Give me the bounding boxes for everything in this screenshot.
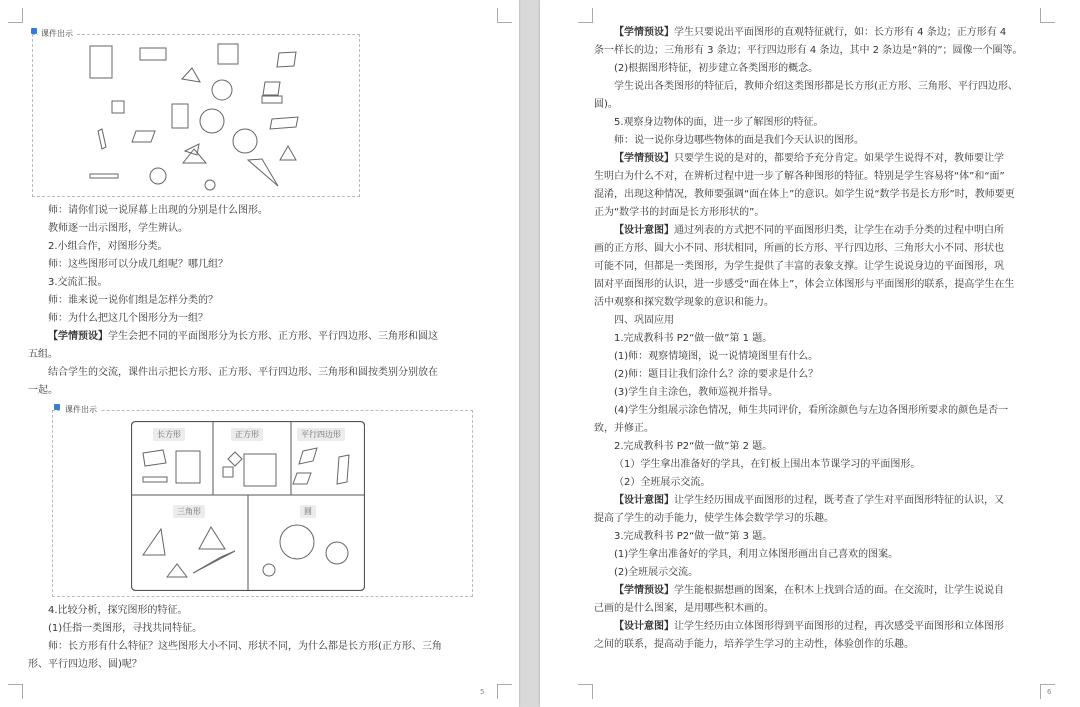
text-line: (2)根据图形特征，初步建立各类图形的概念。 (614, 63, 819, 74)
scattered-shapes-figure (32, 34, 358, 195)
text-line: 正为“数学书的封面是长方形形状的”。 (594, 207, 765, 218)
text-line: 师：为什么把这几个图形分为一组？ (48, 313, 208, 324)
square-shape (218, 44, 238, 64)
text-line: (1)任指一类图形，寻找共同特征。 (48, 623, 203, 634)
text-line: 可能不同，但都是一类图形，为学生提供了丰富的表象支撑。让学生说说身边的平面图形，巩 (594, 261, 1004, 272)
text-line: 生明白为什么不对，在辨析过程中进一步了解各种图形的特征。特别是学生容易将“体”和“面” (594, 171, 1005, 182)
crop-mark (8, 8, 23, 23)
text-line: 教师逐一出示图形，学生辨认。 (48, 223, 188, 234)
text-line: 3.交流汇报。 (48, 277, 108, 288)
text-line: （1）学生拿出准备好的学具，在钉板上围出本节课学习的平面图形。 (614, 459, 921, 470)
circle-shape (212, 80, 232, 100)
circle-shape (150, 168, 166, 184)
circle-shape (205, 180, 215, 190)
table-cell-title-rectangle: 长方形 (153, 428, 185, 441)
crop-mark (578, 8, 593, 23)
text-line: 固对平面图形的认识，进一步感受“面在体上”，体会立体图形与平面图形的联系，提高学生在生 (594, 279, 1015, 290)
text-line: (2)全班展示交流。 (614, 567, 699, 578)
text-line: 提高了学生的动手能力，使学生体会数学学习的乐趣。 (594, 513, 834, 524)
design-tag: 【学情预设】 (614, 153, 674, 164)
rectangle-shape (90, 46, 112, 78)
table-cell-title-square: 正方形 (231, 428, 263, 441)
square-shape (263, 82, 280, 95)
design-tag: 【设计意图】 (614, 225, 674, 236)
text-line: 5.观察身边物体的面，进一步了解图形的特征。 (614, 117, 824, 128)
text-line: 【学情预设】学生只要说出平面图形的直观特征就行，如：长方形有 4 条边；正方形有 4 (614, 27, 1007, 38)
parallelogram-shape (185, 144, 199, 155)
text-line: 之间的联系，提高动手能力，培养学生学习的主动性，体验创作的乐趣。 (594, 639, 914, 650)
triangle-shape (182, 68, 200, 82)
text-line: 2.完成教科书 P2“做一做”第 2 题。 (614, 441, 773, 452)
page-number: 5 (480, 688, 485, 696)
text-line: 师：这些图形可以分成几组呢？哪几组？ (48, 259, 228, 270)
crop-mark (8, 684, 23, 699)
table-cell-title-circle: 圆 (300, 505, 316, 518)
text-line: 师：谁来说一说你们组是怎样分类的？ (48, 295, 218, 306)
text-line: 【设计意图】让学生经历由立体图形得到平面图形的过程，再次感受平面图形和立体图形 (614, 621, 1004, 632)
text-line: 【设计意图】通过列表的方式把不同的平面图形归类，让学生在动手分类的过程中明白所 (614, 225, 1004, 236)
text-line: (1)师：观察情境图，说一说情境图里有什么。 (614, 351, 819, 362)
rectangle-shape (172, 104, 188, 128)
design-tag: 【设计意图】 (614, 495, 674, 506)
design-tag: 【学情预设】 (48, 331, 108, 342)
text-line: 活中观察和探究数学现象的意识和能力。 (594, 297, 774, 308)
text-line: (1)学生拿出准备好的学具，利用立体图形画出自己喜欢的图案。 (614, 549, 899, 560)
panel-label: 课件出示 (38, 28, 76, 39)
rectangle-shape (90, 174, 118, 178)
circle-shape (233, 129, 257, 153)
text-line: 2.小组合作，对图形分类。 (48, 241, 168, 252)
triangle-shape (280, 146, 296, 160)
square-shape (112, 101, 124, 113)
parallelogram-shape (270, 117, 298, 129)
text-line: （2）全班展示交流。 (614, 477, 711, 488)
classification-table-figure (131, 421, 365, 591)
text-line: 【学情预设】只要学生说的是对的，都要给予充分肯定。如果学生说得不对，教师要让学 (614, 153, 1004, 164)
text-line: 师：请你们说一说屏幕上出现的分别是什么图形。 (48, 205, 268, 216)
text-line: 【学情预设】学生能根据想画的图案，在积木上找到合适的面。在交流时，让学生说说自 (614, 585, 1004, 596)
design-tag: 【设计意图】 (614, 621, 674, 632)
text-line: 形、平行四边形、圆)呢？ (28, 659, 142, 670)
text-line: 师：长方形有什么特征？这些图形大小不同、形状不同，为什么都是长方形(正方形、三角 (48, 641, 442, 652)
text-line: (2)师：题目让我们涂什么？涂的要求是什么？ (614, 369, 819, 380)
triangle-shape (248, 159, 278, 186)
rectangle-shape (262, 96, 282, 103)
section-heading: 四、巩固应用 (614, 315, 674, 326)
parallelogram-shape (98, 129, 106, 149)
circle-shape (200, 109, 224, 133)
text-line: 3.完成教科书 P2“做一做”第 3 题。 (614, 531, 773, 542)
crop-mark (578, 684, 593, 699)
text-line: 师：说一说你身边哪些物体的面是我们今天认识的图形。 (614, 135, 864, 146)
page-number: 6 (1047, 688, 1052, 696)
text-line: 致，并修正。 (594, 423, 654, 434)
text-line: 1.完成教科书 P2“做一做”第 1 题。 (614, 333, 773, 344)
text-line: 圆)。 (594, 99, 618, 110)
design-tag: 【学情预设】 (614, 585, 674, 596)
crop-mark (497, 684, 512, 699)
text-line: 画的正方形、圆大小不同、形状相同，所画的长方形、平行四边形、三角形大小不同、形状也 (594, 243, 1004, 254)
crop-mark (1040, 8, 1055, 23)
text-line: 一起。 (28, 385, 58, 396)
parallelogram-shape (132, 131, 155, 142)
table-cell-title-parallelogram: 平行四边形 (297, 428, 345, 441)
table-cell-title-triangle: 三角形 (173, 505, 205, 518)
text-line: 条一样长的边；三角形有 3 条边；平行四边形有 4 条边，其中 2 条边是“斜的”；圆像一个圈等。 (594, 45, 1023, 56)
text-line: 混淆，出现这种情况，教师要强调“面在体上”的意识。如学生说“数学书是长方形”时，教师要更 (594, 189, 1015, 200)
text-line: 学生说出各类图形的特征后，教师介绍这类图形都是长方形(正方形、三角形、平行四边形、 (614, 81, 1018, 92)
crop-mark (497, 8, 512, 23)
panel-tab-icon (54, 404, 60, 410)
text-line: 【设计意图】让学生经历围成平面图形的过程，既考查了学生对平面图形特征的认识，又 (614, 495, 1004, 506)
panel-label: 课件出示 (62, 404, 100, 415)
document-page-5 (0, 0, 519, 707)
text-line: 己画的是什么图案，是用哪些积木画的。 (594, 603, 774, 614)
rectangle-shape (140, 48, 166, 60)
text-line: 4.比较分析，探究图形的特征。 (48, 605, 188, 616)
text-line: (3)学生自主涂色，教师巡视并指导。 (614, 387, 779, 398)
document-page-6 (540, 0, 1080, 707)
text-line: (4)学生分组展示涂色情况，师生共同评价，看所涂颜色与左边各图形所要求的颜色是否一 (614, 405, 1009, 416)
square-shape (277, 52, 296, 67)
text-line: 五组。 (28, 349, 58, 360)
text-line: 【学情预设】学生会把不同的平面图形分为长方形、正方形、平行四边形、三角形和圆这 (48, 331, 438, 342)
text-line: 结合学生的交流，课件出示把长方形、正方形、平行四边形、三角形和圆按类别分别放在 (48, 367, 438, 378)
design-tag: 【学情预设】 (614, 27, 674, 38)
